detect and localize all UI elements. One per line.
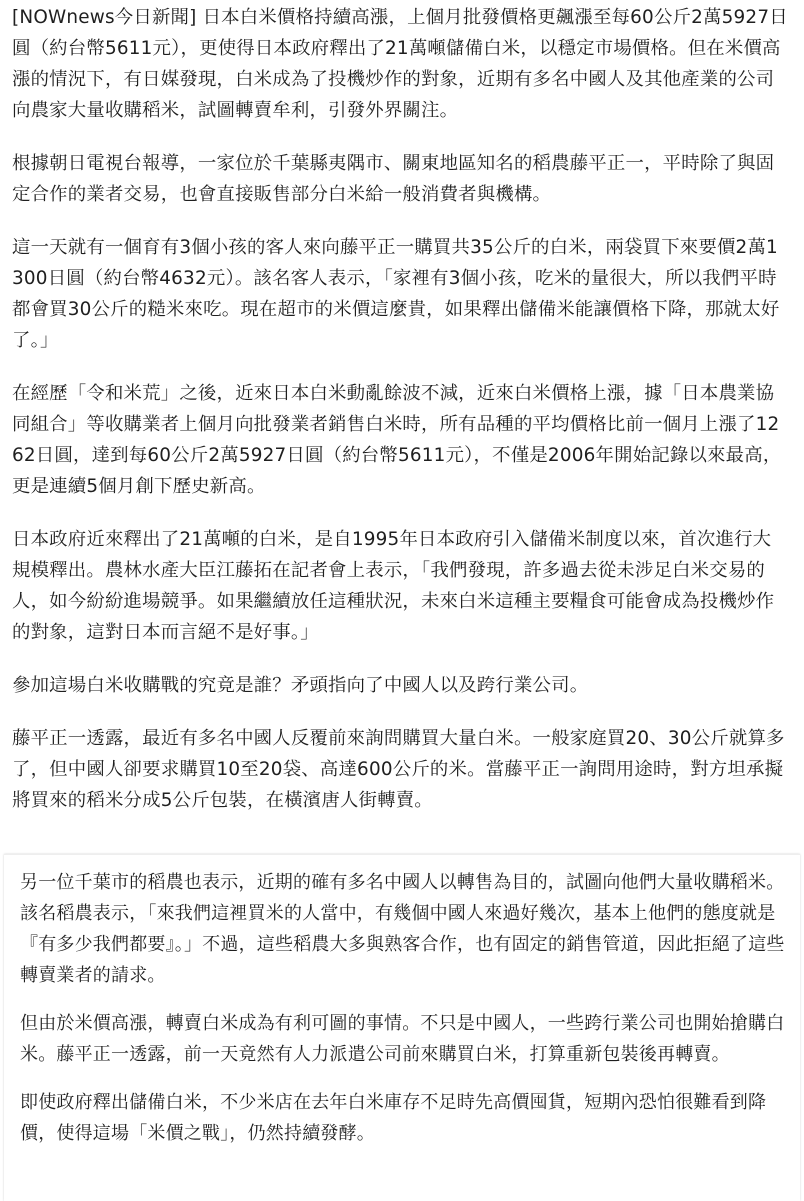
article-section-bottom	[4, 854, 800, 1201]
article-paragraph-10: 即使政府釋出儲備白米，不少米店在去年白米庫存不足時先高價囤貨，短期內恐怕很難看到降價，使得這場「米價之戰」，仍然持續發酵。	[20, 1092, 767, 1144]
article-paragraph-9: 但由於米價高漲，轉賣白米成為有利可圖的事情。不只是中國人，一些跨行業公司也開始搶購白米。藤平正一透露，前一天竟然有人力派遣公司前來購買白米，打算重新包裝後再轉賣。	[20, 1013, 785, 1065]
article-paragraph-6: 參加這場白米收購戰的究竟是誰？矛頭指向了中國人以及跨行業公司。	[12, 675, 589, 696]
article-section-bottom-content	[20, 867, 790, 1166]
article-paragraph-2: 根據朝日電視台報導，一家位於千葉縣夷隅市、關東地區知名的稻農藤平正一，平時除了與固定合作的業者交易，也會直接販售部分白米給一般消費者與機構。	[12, 153, 775, 205]
article-paragraph-5: 日本政府近來釋出了21萬噸的白米，是自1995年日本政府引入儲備米制度以來，首次進行大規模釋出。農林水產大臣江藤拓在記者會上表示，「我們發現，許多過去從未涉足白米交易的人，如今紛紛進場競爭。如果繼續放任這種狀況，未來白米這種主要糧食可能會成為投機炒作的對象，這對日本而言絕不是好事。」	[12, 529, 775, 643]
article-paragraph-7: 藤平正一透露，最近有多名中國人反覆前來詢問購買大量白米。一般家庭買20、30公斤就算多了，但中國人卻要求購買10至20袋、高達600公斤的米。當藤平正一詢問用途時，對方坦承擬將買來的稻米分成5公斤包裝，在橫濱唐人街轉賣。	[12, 728, 785, 811]
article-paragraph-4: 在經歷「令和米荒」之後，近來日本白米動亂餘波不減，近來白米價格上漲，據「日本農業協同組合」等收購業者上個月向批發業者銷售白米時，所有品種的平均價格比前一個月上漲了1262日圓，達到每60公斤2萬5927日圓（約台幣5611元），不僅是2006年開始記錄以來最高，更是連續5個月創下歷史新高。	[12, 383, 782, 497]
article-paragraph-8: 另一位千葉市的稻農也表示，近期的確有多名中國人以轉售為目的，試圖向他們大量收購稻米。該名稻農表示，「來我們這裡買米的人當中，有幾個中國人來過好幾次，基本上他們的態度就是『有多少我們都要』。」不過，這些稻農大多與熟客合作，也有固定的銷售管道，因此拒絕了這些轉賣業者的請求。	[20, 872, 785, 986]
article-paragraph-3: 這一天就有一個育有3個小孩的客人來向藤平正一購買共35公斤的白米，兩袋買下來要價2萬1300日圓（約台幣4632元）。該名客人表示，「家裡有3個小孩，吃米的量很大，所以我們平時都會買30公斤的糙米來吃。現在超市的米價這麼貴，如果釋出儲備米能讓價格下降，那就太好了。」	[12, 237, 780, 351]
article-section-top	[12, 2, 788, 838]
article-paragraph-1: [NOWnews今日新聞] 日本白米價格持續高漲，上個月批發價格更飆漲至每60公斤2萬5927日圓（約台幣5611元），更使得日本政府釋出了21萬噸儲備白米，以穩定市場價格。但在米價高漲的情況下，有日媒發現，白米成為了投機炒作的對象，近期有多名中國人及其他產業的公司向農家大量收購稻米，試圖轉賣牟利，引發外界關注。	[12, 7, 788, 121]
